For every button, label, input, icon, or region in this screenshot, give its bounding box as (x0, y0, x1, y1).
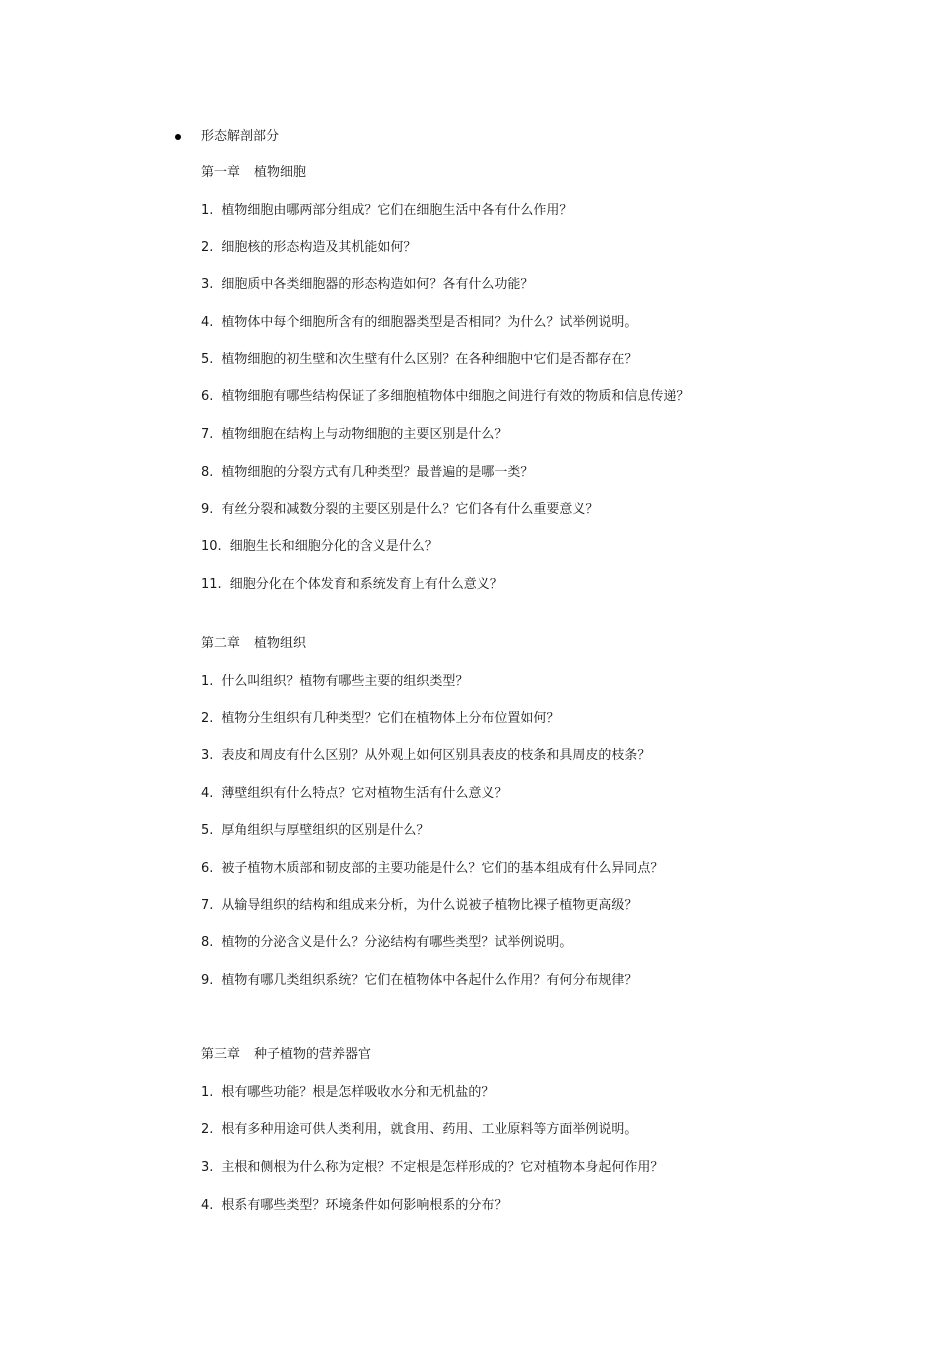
question-number: 1. (201, 674, 214, 689)
question-number: 2. (201, 1122, 214, 1137)
question-number: 8. (201, 465, 214, 480)
question-number: 5. (201, 823, 214, 838)
chapter-heading (201, 165, 306, 181)
question-number: 9. (201, 502, 214, 517)
question-text: 植物细胞有哪些结构保证了多细胞植物体中细胞之间进行有效的物质和信息传递？ (221, 389, 690, 404)
chapter-label: 第二章 (201, 636, 241, 651)
question-number: 11. (201, 577, 222, 592)
question-item (201, 973, 637, 989)
question-text: 什么叫组织？植物有哪些主要的组织类型？ (221, 674, 469, 689)
question-number: 9. (201, 973, 214, 988)
question-item (201, 427, 507, 443)
chapter-heading (201, 636, 306, 652)
question-item (201, 203, 572, 219)
question-item (201, 1160, 663, 1176)
question-text: 根有哪些功能？根是怎样吸收水分和无机盐的？ (221, 1085, 495, 1100)
question-number: 4. (201, 315, 214, 330)
question-item (201, 389, 689, 405)
question-item (201, 465, 533, 481)
question-text: 细胞分化在个体发育和系统发育上有什么意义？ (229, 577, 503, 592)
question-text: 根有多种用途可供人类利用，就食用、药用、工业原料等方面举例说明。 (221, 1122, 638, 1137)
question-item (201, 315, 637, 331)
question-number: 1. (201, 1085, 214, 1100)
question-text: 植物体中每个细胞所含有的细胞器类型是否相同？为什么？试举例说明。 (221, 315, 638, 330)
question-item (201, 277, 533, 293)
question-item (201, 502, 598, 518)
question-text: 有丝分裂和减数分裂的主要区别是什么？它们各有什么重要意义？ (221, 502, 599, 517)
question-number: 4. (201, 1198, 214, 1213)
question-item (201, 1122, 637, 1138)
question-item (201, 1198, 507, 1214)
question-text: 细胞质中各类细胞器的形态构造如何？各有什么功能？ (221, 277, 534, 292)
question-item (201, 539, 438, 555)
question-text: 植物细胞由哪两部分组成？它们在细胞生活中各有什么作用？ (221, 203, 573, 218)
question-text: 细胞核的形态构造及其机能如何？ (221, 240, 417, 255)
question-item (201, 861, 663, 877)
question-number: 1. (201, 203, 214, 218)
chapter-name: 种子植物的营养器官 (254, 1047, 372, 1062)
question-item (201, 674, 468, 690)
question-number: 8. (201, 935, 214, 950)
question-number: 3. (201, 748, 214, 763)
bullet-icon (175, 134, 181, 140)
question-text: 植物细胞的分裂方式有几种类型？最普遍的是哪一类？ (221, 465, 534, 480)
question-item (201, 352, 637, 368)
question-number: 7. (201, 427, 214, 442)
question-text: 植物有哪几类组织系统？它们在植物体中各起什么作用？有何分布规律？ (221, 973, 638, 988)
question-text: 植物的分泌含义是什么？分泌结构有哪些类型？试举例说明。 (221, 935, 573, 950)
section-title: 形态解剖部分 (201, 129, 280, 144)
question-item (201, 1085, 494, 1101)
question-text: 表皮和周皮有什么区别？从外观上如何区别具表皮的枝条和具周皮的枝条？ (221, 748, 651, 763)
chapter-label: 第一章 (201, 165, 241, 180)
question-item (201, 577, 503, 593)
question-number: 10. (201, 539, 222, 554)
chapter-heading (201, 1047, 371, 1063)
question-number: 3. (201, 1160, 214, 1175)
chapter-label: 第三章 (201, 1047, 241, 1062)
question-text: 植物细胞在结构上与动物细胞的主要区别是什么？ (221, 427, 508, 442)
question-number: 6. (201, 861, 214, 876)
question-text: 细胞生长和细胞分化的含义是什么？ (229, 539, 438, 554)
question-text: 植物细胞的初生壁和次生壁有什么区别？在各种细胞中它们是否都存在？ (221, 352, 638, 367)
question-text: 植物分生组织有几种类型？它们在植物体上分布位置如何？ (221, 711, 560, 726)
question-text: 厚角组织与厚壁组织的区别是什么？ (221, 823, 430, 838)
question-text: 主根和侧根为什么称为定根？不定根是怎样形成的？它对植物本身起何作用？ (221, 1160, 664, 1175)
question-item (201, 935, 572, 951)
question-text: 被子植物木质部和韧皮部的主要功能是什么？它们的基本组成有什么异同点？ (221, 861, 664, 876)
question-number: 3. (201, 277, 214, 292)
question-text: 薄壁组织有什么特点？它对植物生活有什么意义？ (221, 786, 508, 801)
question-item (201, 786, 507, 802)
question-number: 4. (201, 786, 214, 801)
chapter-name: 植物组织 (254, 636, 307, 651)
question-number: 2. (201, 711, 214, 726)
question-item (201, 711, 559, 727)
question-item (201, 748, 650, 764)
question-item (201, 823, 429, 839)
question-item (201, 898, 637, 914)
question-text: 根系有哪些类型？环境条件如何影响根系的分布？ (221, 1198, 508, 1213)
question-item (201, 240, 416, 256)
question-number: 5. (201, 352, 214, 367)
chapter-name: 植物细胞 (254, 165, 307, 180)
question-number: 6. (201, 389, 214, 404)
question-text: 从输导组织的结构和组成来分析，为什么说被子植物比裸子植物更高级？ (221, 898, 638, 913)
question-number: 2. (201, 240, 214, 255)
question-number: 7. (201, 898, 214, 913)
